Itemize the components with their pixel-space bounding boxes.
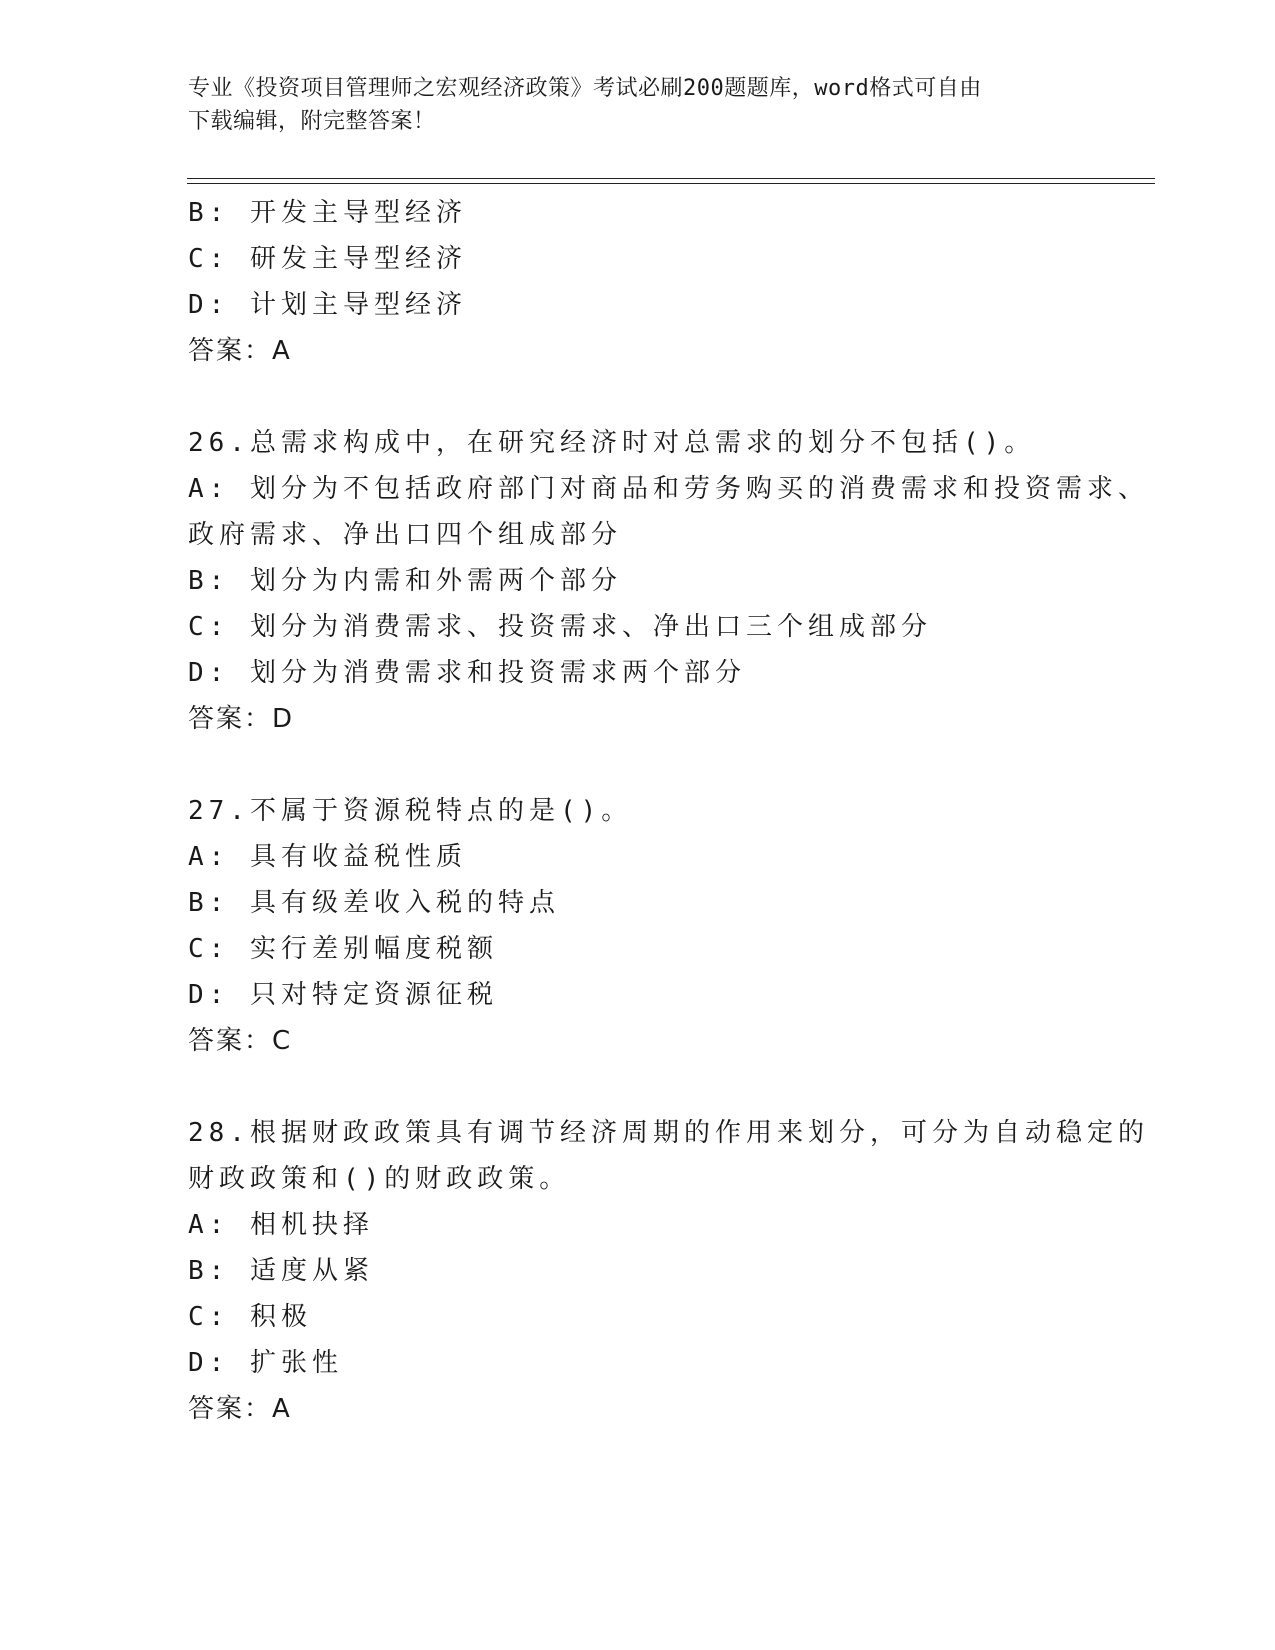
answer-line: 答案：A <box>188 1394 292 1424</box>
option-c: C: 划分为消费需求、投资需求、净出口三个组成部分 <box>188 612 932 642</box>
option-a: A: 相机抉择 <box>188 1210 374 1240</box>
answer-line: 答案：C <box>188 1026 293 1056</box>
document-header <box>188 72 1088 138</box>
option-a: A: 划分为不包括政府部门对商品和劳务购买的消费需求和投资需求、 <box>188 474 1149 504</box>
option-a-continued: 政府需求、净出口四个组成部分 <box>188 520 623 550</box>
answer-line: 答案：D <box>188 704 295 734</box>
header-line-2: 下载编辑，附完整答案！ <box>188 109 436 134</box>
header-divider-bottom <box>187 183 1155 184</box>
option-d: D: 只对特定资源征税 <box>188 980 498 1010</box>
option-b: B: 适度从紧 <box>188 1256 374 1286</box>
question-27 <box>188 788 1088 1064</box>
option-b: B: 具有级差收入税的特点 <box>188 888 560 918</box>
header-line-1: 专业《投资项目管理师之宏观经济政策》考试必刷200题题库，word格式可自由 <box>188 76 982 101</box>
option-c: C: 实行差别幅度税额 <box>188 934 498 964</box>
option-d: D: 计划主导型经济 <box>188 290 467 320</box>
question-stem-continued: 财政政策和()的财政政策。 <box>188 1164 571 1194</box>
header-divider-top <box>187 178 1155 179</box>
option-b: B: 开发主导型经济 <box>188 198 467 228</box>
question-stem: 26.总需求构成中，在研究经济时对总需求的划分不包括()。 <box>188 428 1036 458</box>
option-c: C: 研发主导型经济 <box>188 244 467 274</box>
question-28 <box>188 1110 1149 1432</box>
answer-line: 答案：A <box>188 336 292 366</box>
question-stem: 28.根据财政政策具有调节经济周期的作用来划分，可分为自动稳定的 <box>188 1118 1149 1148</box>
question-list <box>188 190 1149 1432</box>
option-b: B: 划分为内需和外需两个部分 <box>188 566 622 596</box>
question-25-continued <box>188 190 1088 374</box>
option-c: C: 积极 <box>188 1302 312 1332</box>
option-d: D: 扩张性 <box>188 1348 343 1378</box>
option-a: A: 具有收益税性质 <box>188 842 467 872</box>
option-d: D: 划分为消费需求和投资需求两个部分 <box>188 658 746 688</box>
question-stem: 27.不属于资源税特点的是()。 <box>188 796 633 826</box>
question-26 <box>188 420 1149 742</box>
